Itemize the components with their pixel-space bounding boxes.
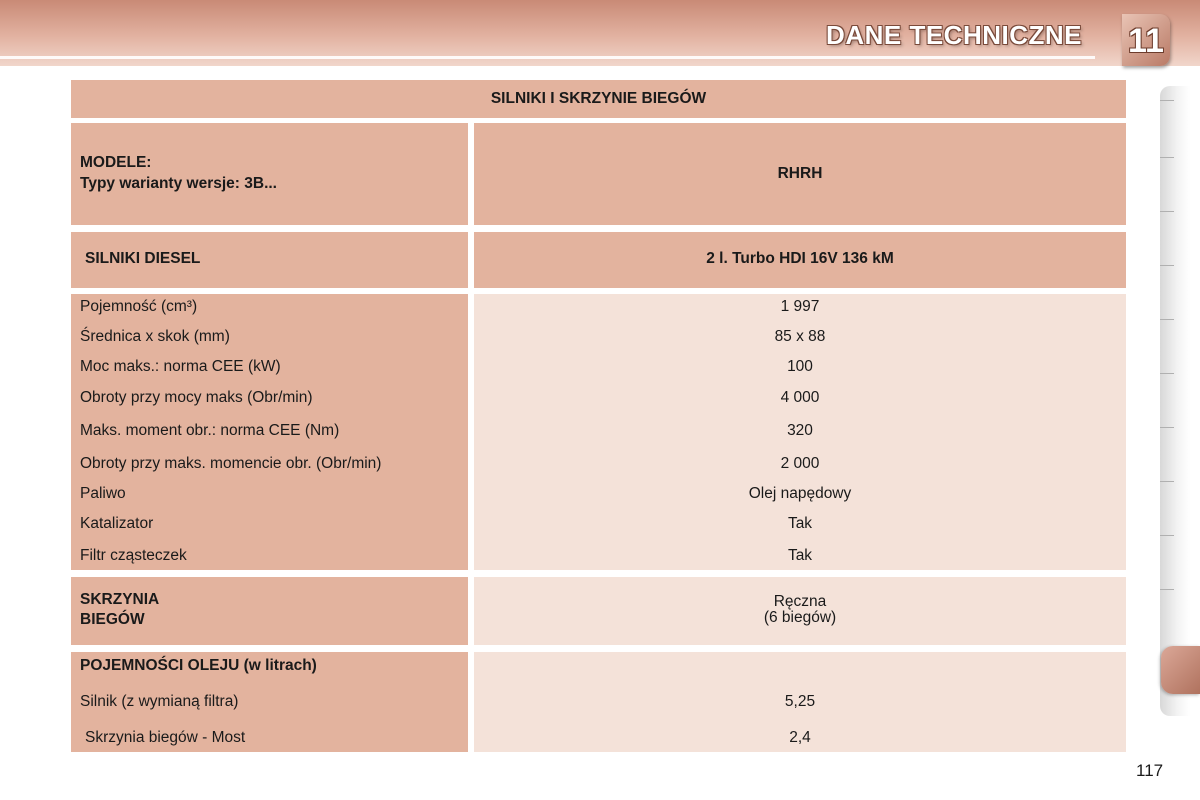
engine-section-label-cell [71, 232, 468, 288]
models-label-line1: MODELE: [80, 154, 152, 171]
tab-divider [1160, 373, 1174, 374]
chapter-number: 11 [1128, 22, 1164, 60]
tab-divider [1160, 100, 1174, 101]
gearbox-label-line1: SKRZYNIA [80, 591, 160, 608]
gearbox-label-line2: BIEGÓW [80, 611, 145, 628]
tab-divider [1160, 427, 1174, 428]
specs-values-cell [474, 294, 1126, 570]
spec-value: 85 x 88 [774, 328, 826, 345]
models-value-cell [474, 123, 1126, 225]
models-label-cell [71, 123, 468, 225]
spec-value: 4 000 [780, 389, 820, 406]
gearbox-value-cell [474, 577, 1126, 645]
spec-value: 100 [787, 358, 813, 375]
models-label-line2: Typy warianty wersje: 3B... [80, 175, 277, 192]
engine-section-value: 2 l. Turbo HDI 16V 136 kM [706, 250, 894, 267]
spec-label: Pojemność (cm³) [80, 298, 198, 315]
spec-label: Obroty przy maks. momencie obr. (Obr/min) [80, 455, 382, 472]
oil-row-value: 5,25 [784, 693, 816, 710]
specs-labels-cell [71, 294, 468, 570]
oil-section-label: POJEMNOŚCI OLEJU (w litrach) [80, 657, 317, 674]
chapter-tab-rail [1160, 86, 1190, 716]
spec-value: 2 000 [780, 455, 820, 472]
tab-divider [1160, 319, 1174, 320]
spec-value: Tak [787, 547, 813, 564]
tab-divider [1160, 157, 1174, 158]
oil-labels-cell [71, 652, 468, 752]
tab-divider [1160, 481, 1174, 482]
oil-row-label: Skrzynia biegów - Most [85, 729, 246, 746]
spec-label: Moc maks.: norma CEE (kW) [80, 358, 281, 375]
gearbox-value-line2: (6 biegów) [763, 609, 837, 626]
spec-value: 1 997 [780, 298, 820, 315]
tab-divider [1160, 589, 1174, 590]
oil-values-cell [474, 652, 1126, 752]
oil-row-label: Silnik (z wymianą filtra) [80, 693, 239, 710]
spec-label: Katalizator [80, 515, 154, 532]
spec-value: Olej napędowy [748, 485, 852, 502]
oil-row-value: 2,4 [789, 729, 811, 746]
models-value: RHRH [777, 165, 823, 182]
spec-label: Średnica x skok (mm) [80, 328, 230, 345]
chapter-badge [1122, 14, 1170, 66]
spec-label: Obroty przy mocy maks (Obr/min) [80, 389, 313, 406]
table-title-cell [71, 80, 1126, 118]
spec-value: 320 [787, 422, 813, 439]
engine-section-label: SILNIKI DIESEL [85, 250, 201, 267]
tab-divider [1160, 211, 1174, 212]
header-divider [0, 56, 1095, 59]
page-title: DANE TECHNICZNE [826, 20, 1082, 50]
engine-section-value-cell [474, 232, 1126, 288]
spec-label: Maks. moment obr.: norma CEE (Nm) [80, 422, 340, 439]
chapter-tab-active[interactable] [1161, 646, 1200, 694]
spec-label: Filtr cząsteczek [80, 547, 187, 564]
spec-value: Tak [787, 515, 813, 532]
tab-divider [1160, 535, 1174, 536]
page-number: 117 [1136, 761, 1164, 780]
table-title: SILNIKI I SKRZYNIE BIEGÓW [490, 90, 707, 107]
tab-divider [1160, 265, 1174, 266]
spec-label: Paliwo [80, 485, 126, 502]
gearbox-value-line1: Ręczna [773, 593, 827, 610]
gearbox-label-cell [71, 577, 468, 645]
